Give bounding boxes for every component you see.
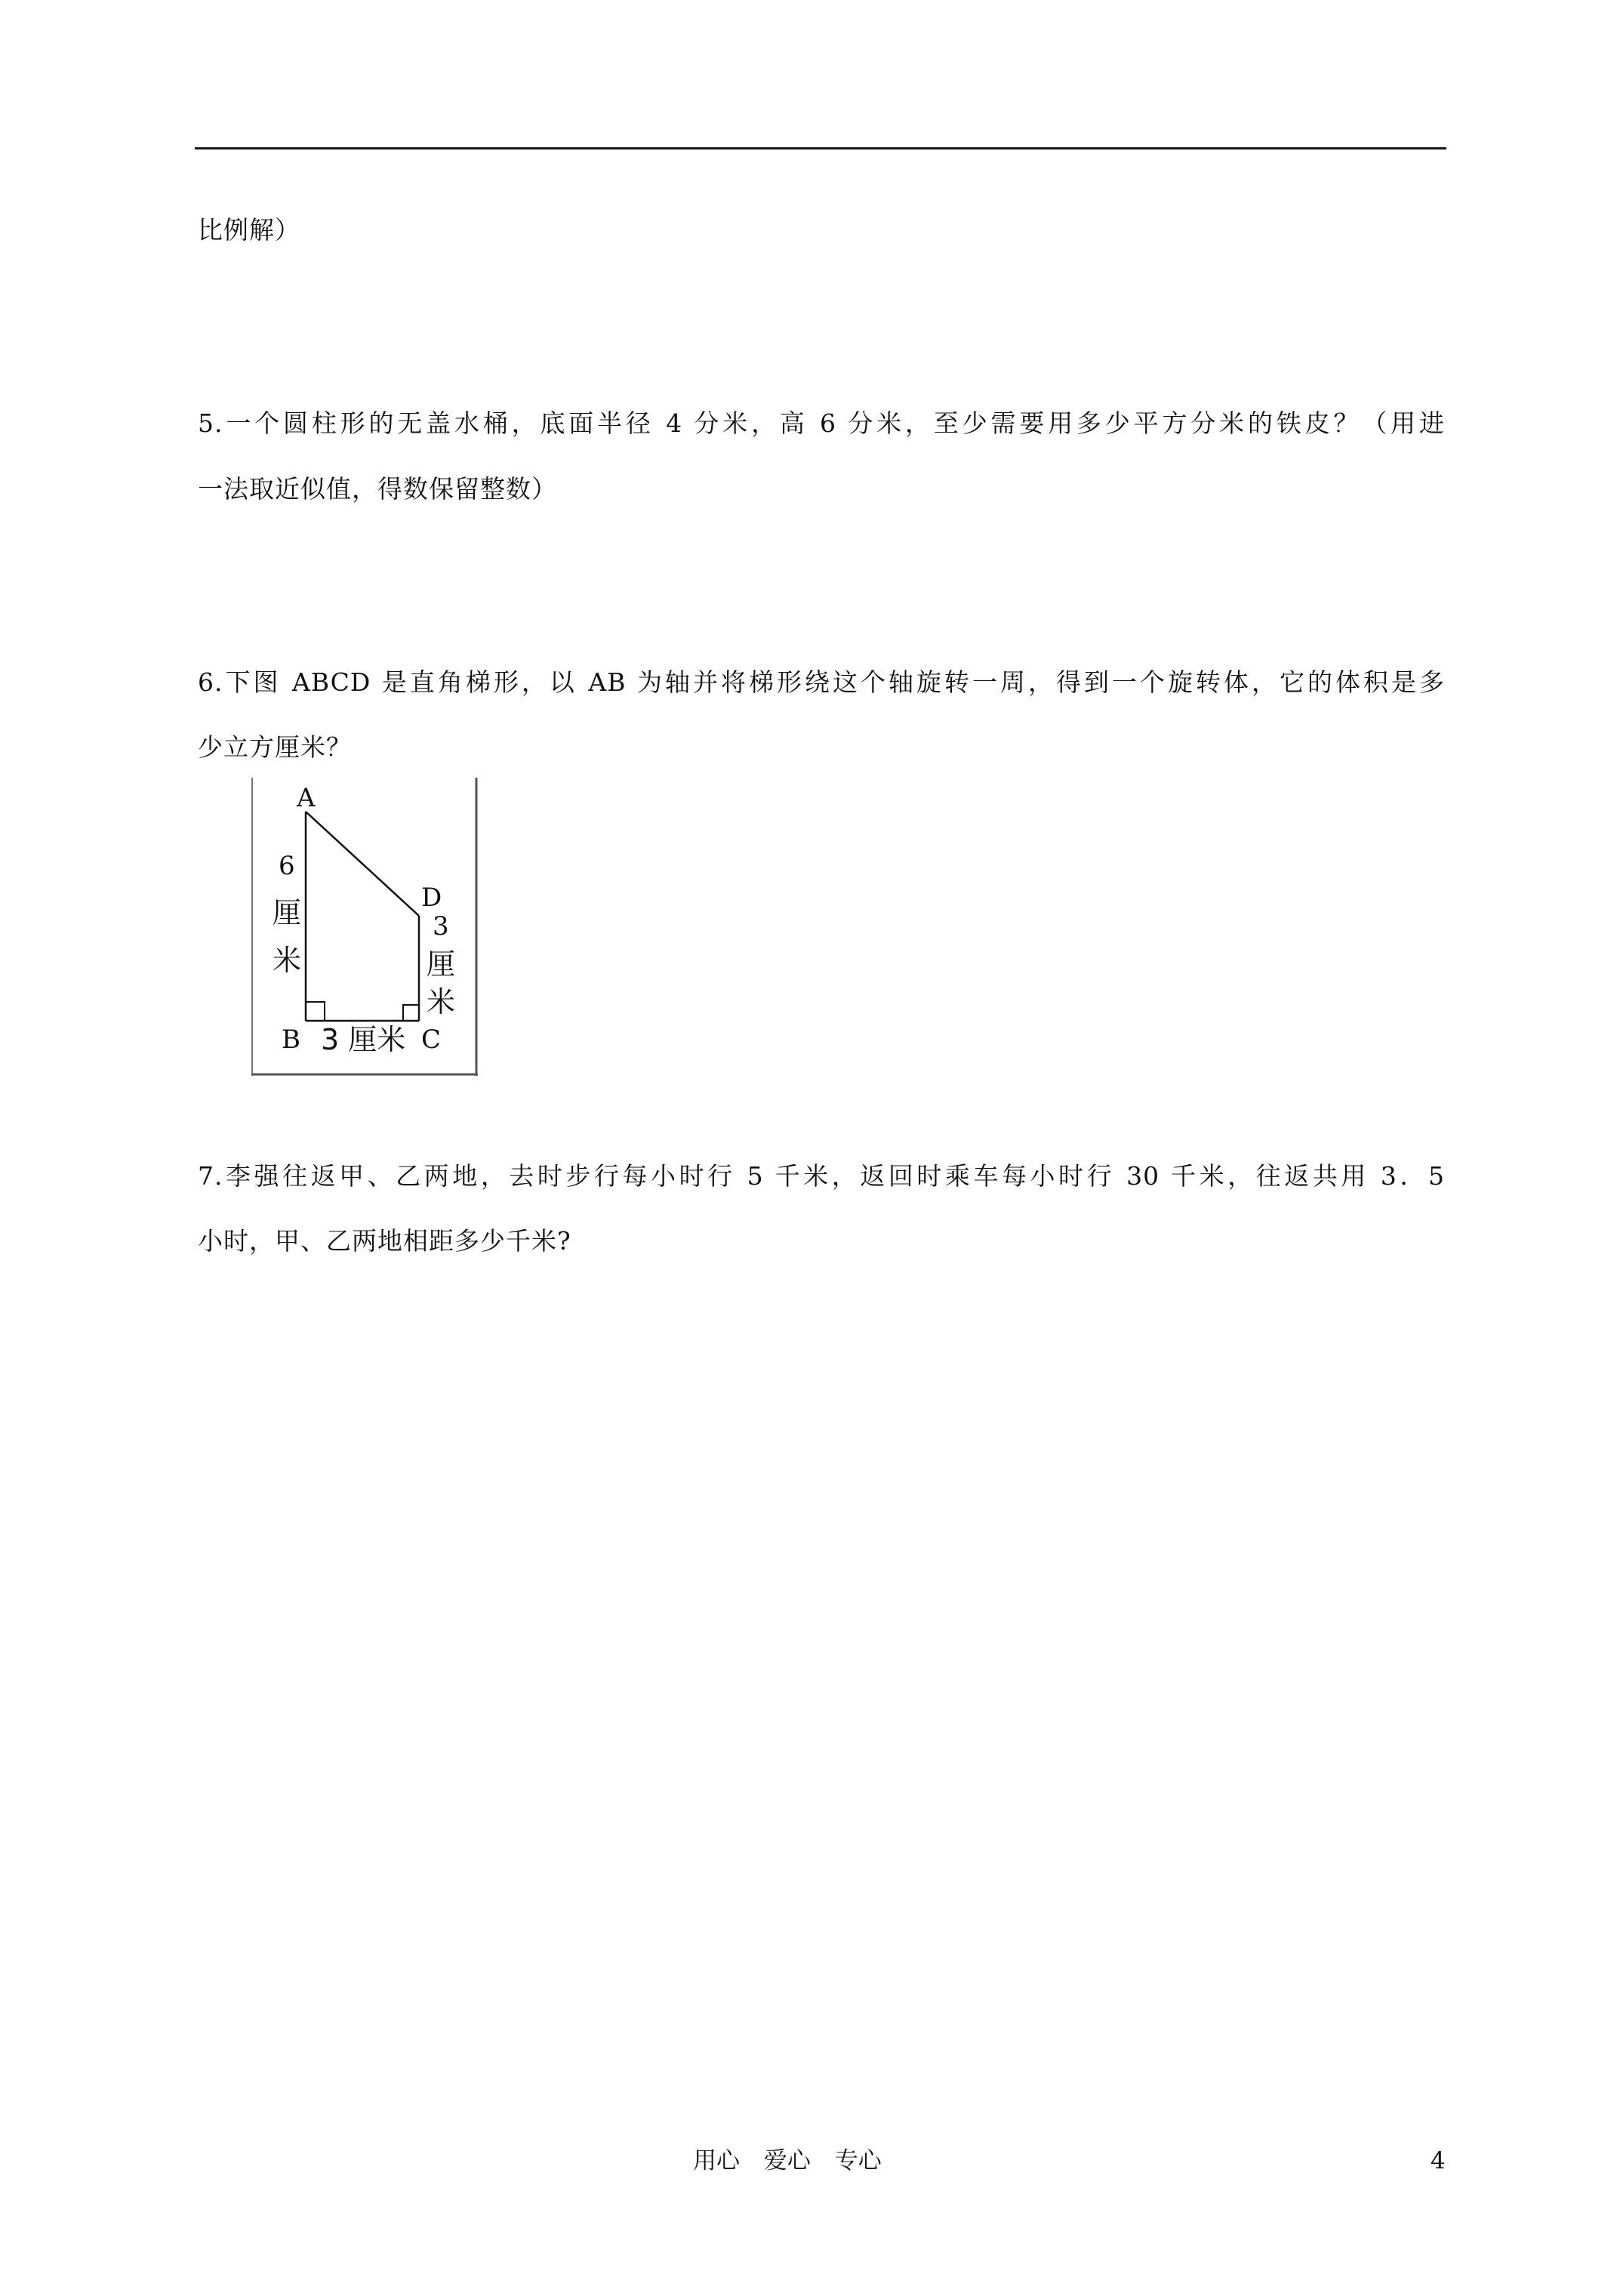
vertex-b-label: B: [282, 1025, 300, 1055]
bc-length-label: 3 厘米: [321, 1023, 406, 1056]
ab-length-unit-2: 米: [273, 944, 302, 977]
right-angle-c-marker: [403, 1005, 419, 1021]
vertex-d-label: D: [421, 883, 442, 913]
ab-length-unit-1: 厘: [273, 896, 302, 929]
question-6-line-1: 6.下图 ABCD 是直角梯形，以 AB 为轴并将梯形绕这个轴旋转一周，得到一个旋转体，它的体积是多: [198, 667, 1445, 697]
trapezoid-figure: [251, 778, 478, 1076]
question-6-line-2: 少立方厘米？: [198, 732, 352, 762]
ab-length-number: 6: [279, 851, 295, 881]
right-angle-b-marker: [306, 1002, 325, 1021]
question-7-line-1: 7.李强往返甲、乙两地，去时步行每小时行 5 千米，返回时乘车每小时行 30 千米，往返共用 3．5: [198, 1161, 1445, 1191]
question-7-line-2: 小时，甲、乙两地相距多少千米?: [198, 1226, 571, 1256]
question-5-line-2: 一法取近似值，得数保留整数）: [198, 474, 557, 504]
header-rule: [195, 147, 1446, 149]
vertex-a-label: A: [297, 783, 316, 813]
cd-length-number: 3: [433, 911, 449, 942]
vertex-c-label: C: [421, 1025, 442, 1055]
cd-length-unit-2: 米: [427, 985, 456, 1019]
question-5-line-1: 5.一个圆柱形的无盖水桶，底面半径 4 分米，高 6 分米，至少需要用多少平方分米的铁皮？（用进: [198, 408, 1445, 438]
cd-length-unit-1: 厘: [427, 948, 456, 981]
footer-motto: 用心 爱心 专心: [693, 2147, 882, 2174]
continuation-text: 比例解）: [198, 215, 300, 245]
edge-ad: [306, 812, 419, 916]
page-number: 4: [1431, 2147, 1446, 2174]
